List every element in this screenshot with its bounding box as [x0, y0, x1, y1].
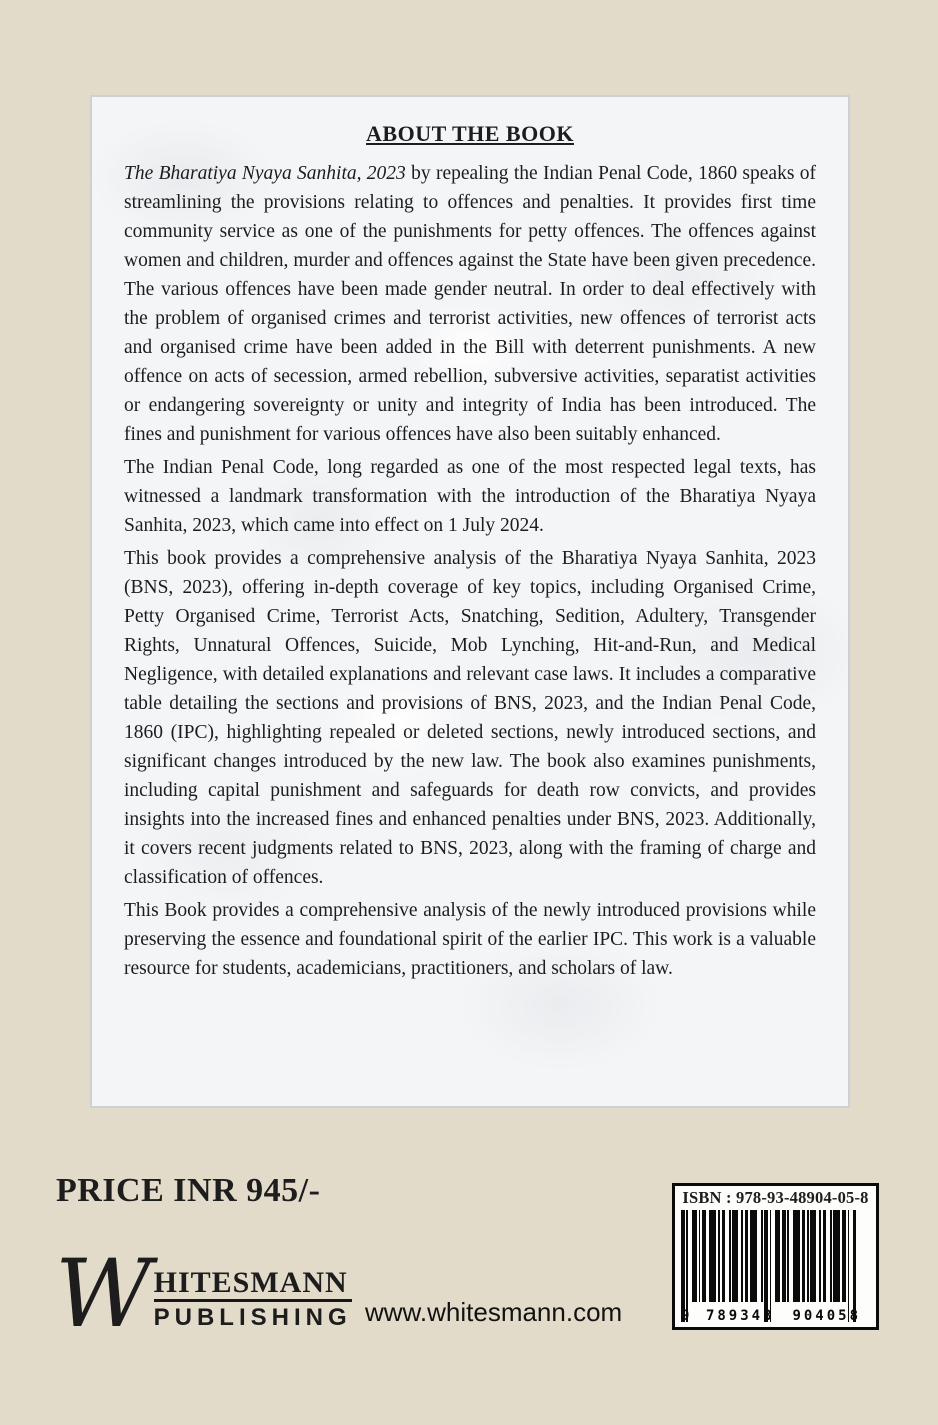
publisher-name: HITESMANN [154, 1268, 352, 1302]
publisher-logo-text [154, 1268, 352, 1331]
about-paragraph-2: The Indian Penal Code, long regarded as one of the most respected legal texts, has witnessed a landmark transformation with the introduction of the Bharatiya Nyaya Sanhita, 2023, which came into effect on 1 July 2024. [124, 457, 816, 536]
about-paragraph-1 [124, 159, 816, 449]
barcode-bar [718, 1210, 720, 1302]
barcode-bar [709, 1210, 716, 1302]
barcode-bar [830, 1210, 832, 1302]
about-heading: ABOUT THE BOOK [366, 121, 574, 146]
barcode-digit-group-2: 904058 [792, 1308, 862, 1324]
barcode-bar [745, 1210, 749, 1302]
barcode-bar [842, 1210, 846, 1302]
barcode-bar [681, 1210, 685, 1322]
barcode-bar [802, 1210, 806, 1302]
barcode-bar [692, 1210, 697, 1302]
barcode-digit-lead: 9 [681, 1308, 690, 1324]
publisher-website: www.whitesmann.com [365, 1297, 623, 1327]
barcode-bar [761, 1210, 763, 1302]
barcode-bar [741, 1210, 743, 1302]
barcode-bar [750, 1210, 757, 1302]
about-panel [90, 95, 850, 1108]
publisher-logo-w-initial: W [55, 1240, 152, 1349]
about-paragraph-4: This Book provides a comprehensive analysis of the newly introduced provisions while preserving the essence and foundational spirit of the earlier IPC. This work is a valuable resource for students, academicians, practitioners, and scholars of law. [124, 900, 816, 979]
barcode-bar [793, 1210, 800, 1302]
barcode-bar [833, 1210, 840, 1302]
barcode-bar [819, 1210, 821, 1302]
barcode-digits [681, 1308, 870, 1324]
paragraph-1-italic-lead: The Bharatiya Nyaya Sanhita, 2023 [124, 163, 406, 184]
barcode-bar [848, 1210, 850, 1322]
price-label: PRICE INR 945/- [56, 1172, 321, 1209]
barcode-bar [782, 1210, 786, 1302]
paragraph-1-body: by repealing the Indian Penal Code, 1860 speaks of streamlining the provisions relating to offences and penalties. It provides first time community service as one of the punishments for petty offences. The offences against women and children, murder and offences against the State have been given precedence. The various offences have been made gender neutral. In order to deal effectively with the problem of organised crimes and terrorist activities, new offences of terrorist acts and organised crime have been added in the Bill with deterrent punishments. A new offence on acts of secession, armed rebellion, subversive activities, separatist activities or endangering sovereignty or unity and integrity of India has been introduced. The fines and punishment for various offences have also been suitably enhanced. [124, 163, 816, 445]
barcode-bar [732, 1210, 737, 1302]
barcode-bar [787, 1210, 789, 1302]
barcode-bar [699, 1210, 701, 1302]
barcode-bar [722, 1210, 726, 1302]
barcode-bar [823, 1210, 827, 1302]
barcode-bar [729, 1210, 731, 1302]
barcode-bars [681, 1210, 870, 1324]
barcode-bar [764, 1210, 768, 1322]
barcode-bar [770, 1210, 772, 1322]
publisher-subtitle: PUBLISHING [153, 1304, 352, 1331]
barcode-digit-group-1: 789348 [705, 1308, 775, 1324]
barcode-bar [702, 1210, 706, 1302]
barcode-bar [853, 1210, 857, 1322]
barcode-bar [686, 1210, 688, 1322]
isbn-barcode [672, 1183, 879, 1330]
about-paragraph-3: This book provides a comprehensive analysis of the Bharatiya Nyaya Sanhita, 2023 (BNS, 2023), offering in-depth coverage of key topics, including Organised Crime, Petty Organised Crime, Terrorist Acts, Snatching, Sedition, Adultery, Transgender Rights, Unnatural Offences, Suicide, Mob Lynching, Hit-and-Run, and Medical Negligence, with detailed explanations and relevant case laws. It includes a comparative table detailing the sections and provisions of BNS, 2023, and the Indian Penal Code, 1860 (IPC), highlighting repealed or deleted sections, newly introduced sections, and significant changes introduced by the new law. The book also examines punishments, including capital punishment and safeguards for death row convicts, and provides insights into the increased fines and enhanced penalties under BNS, 2023. Additionally, it covers recent judgments related to BNS, 2023, along with the framing of charge and classification of offences. [124, 548, 816, 888]
publisher-logo [55, 1240, 352, 1349]
barcode-bar [810, 1210, 815, 1302]
isbn-number-label: ISBN : 978-93-48904-05-8 [682, 1188, 869, 1207]
barcode-bar [775, 1210, 780, 1302]
barcode-bar [807, 1210, 809, 1302]
